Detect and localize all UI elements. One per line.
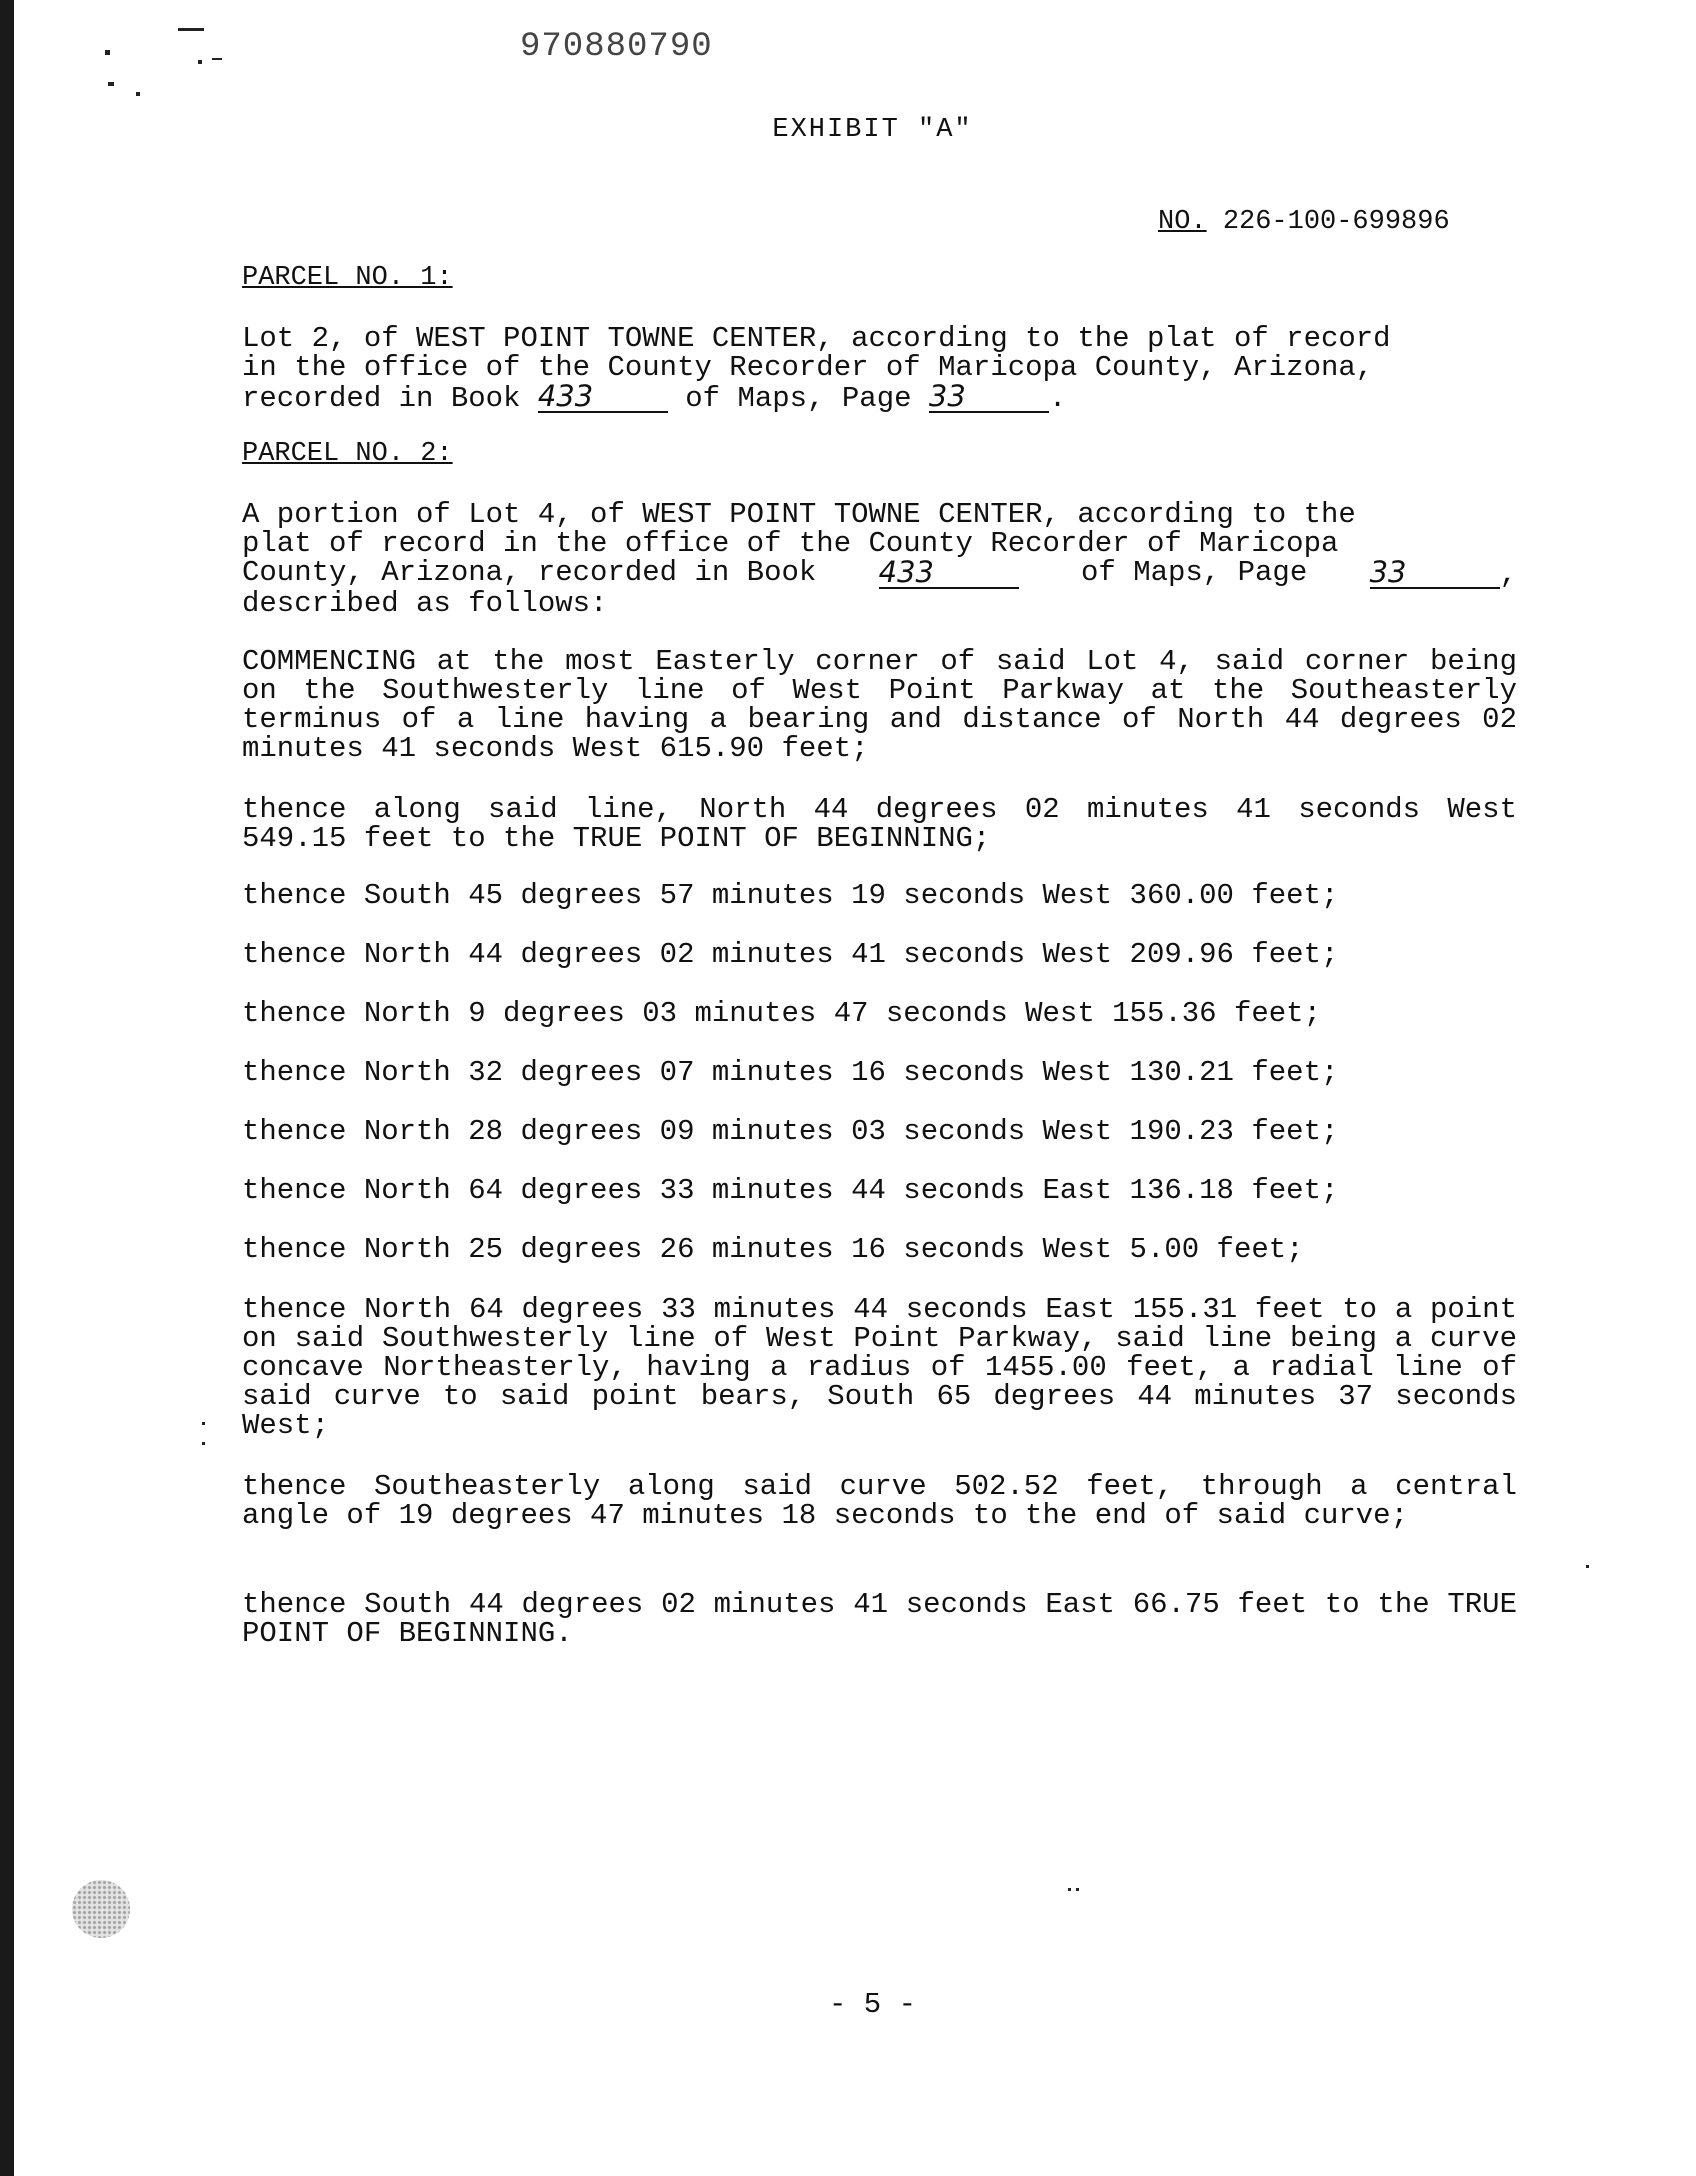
handwritten-book-number: 433 bbox=[538, 382, 668, 413]
scan-speck bbox=[136, 92, 140, 96]
boundary-call: thence North 32 degrees 07 minutes 16 seconds West 130.21 feet; bbox=[242, 1056, 1339, 1089]
boundary-call: thence South 44 degrees 02 minutes 41 seconds East 66.75 feet to the TRUE POINT OF BEGINNING. bbox=[242, 1588, 1517, 1650]
boundary-call: thence North 64 degrees 33 minutes 44 seconds East 136.18 feet; bbox=[242, 1174, 1339, 1207]
scan-speck bbox=[202, 1422, 205, 1425]
parcel-1-text: recorded in Book bbox=[242, 382, 521, 415]
parcel-1-text: of Maps, Page bbox=[685, 382, 912, 415]
parcel-1-line: in the office of the County Recorder of Maricopa County, Arizona, bbox=[242, 351, 1374, 384]
boundary-call: thence North 25 degrees 26 minutes 16 seconds West 5.00 feet; bbox=[242, 1233, 1304, 1266]
parcel-2-text: County, Arizona, recorded in Book bbox=[242, 556, 817, 589]
parcel-2-heading: PARCEL NO. 2: bbox=[242, 439, 453, 469]
scan-speck bbox=[1076, 1888, 1079, 1891]
punch-hole-mark bbox=[72, 1880, 130, 1938]
boundary-call: thence along said line, North 44 degrees 02 minutes 41 seconds West 549.15 feet to the TRUE POINT OF BEGINNING; bbox=[242, 793, 1517, 855]
handwritten-book-number: 433 bbox=[879, 558, 1019, 589]
scan-left-border bbox=[0, 0, 14, 2176]
parcel-1-heading: PARCEL NO. 1: bbox=[242, 263, 453, 293]
parcel-2-text: of Maps, Page bbox=[1080, 556, 1308, 589]
scan-speck bbox=[1068, 1888, 1071, 1891]
scan-speck bbox=[212, 58, 222, 60]
scan-speck bbox=[105, 50, 110, 55]
order-number-label: NO. bbox=[1158, 207, 1207, 237]
parcel-2-text: , bbox=[1499, 558, 1517, 591]
parcel-2-line bbox=[242, 555, 1517, 591]
commencing-paragraph: COMMENCING at the most Easterly corner of said Lot 4, said corner being on the Southwesterly line of West Point Parkway at the Southeasterly terminus of a line having a bearing and distance of North 44 degrees 02 minutes 41 seconds West 615.90 feet; bbox=[242, 645, 1517, 765]
handwritten-page-number: 33 bbox=[1370, 558, 1500, 589]
scan-speck bbox=[108, 82, 114, 86]
boundary-call: thence North 64 degrees 33 minutes 44 seconds East 155.31 feet to a point on said Southwesterly line of West Point Parkway, said line being a curve concave Northeasterly, having a radius of 1455.00 feet, a radial line of said curve to said point bears, South 65 degrees 44 minutes 37 seconds West; bbox=[242, 1293, 1517, 1442]
recording-number: 970880790 bbox=[520, 28, 713, 66]
parcel-1-text: . bbox=[1048, 382, 1067, 415]
parcel-2-line: A portion of Lot 4, of WEST POINT TOWNE CENTER, according to the bbox=[242, 498, 1356, 531]
order-number-value: 226-100-699896 bbox=[1222, 207, 1450, 237]
boundary-call: thence North 28 degrees 09 minutes 03 seconds West 190.23 feet; bbox=[242, 1115, 1339, 1148]
scan-speck bbox=[178, 28, 204, 31]
order-number bbox=[1158, 207, 1450, 237]
parcel-2-line: plat of record in the office of the County Recorder of Maricopa bbox=[242, 527, 1339, 560]
handwritten-page-number: 33 bbox=[929, 382, 1049, 413]
page-number: - 5 - bbox=[828, 1988, 916, 2021]
boundary-call: thence South 45 degrees 57 minutes 19 seconds West 360.00 feet; bbox=[242, 879, 1339, 912]
scan-speck bbox=[202, 1442, 205, 1445]
parcel-2-line: described as follows: bbox=[242, 587, 608, 620]
parcel-1-line: Lot 2, of WEST POINT TOWNE CENTER, according to the plat of record bbox=[242, 322, 1391, 355]
exhibit-title: EXHIBIT "A" bbox=[772, 115, 973, 145]
scan-speck bbox=[198, 60, 202, 64]
boundary-call: thence Southeasterly along said curve 502.52 feet, through a central angle of 19 degrees 47 minutes 18 seconds to the end of said curve; bbox=[242, 1470, 1517, 1532]
parcel-1-line bbox=[242, 379, 1517, 415]
boundary-call: thence North 44 degrees 02 minutes 41 seconds West 209.96 feet; bbox=[242, 938, 1339, 971]
parcel-2-intro bbox=[242, 500, 1517, 618]
parcel-1-description bbox=[242, 324, 1517, 413]
scan-speck bbox=[1586, 1565, 1589, 1568]
boundary-call: thence North 9 degrees 03 minutes 47 seconds West 155.36 feet; bbox=[242, 997, 1321, 1030]
